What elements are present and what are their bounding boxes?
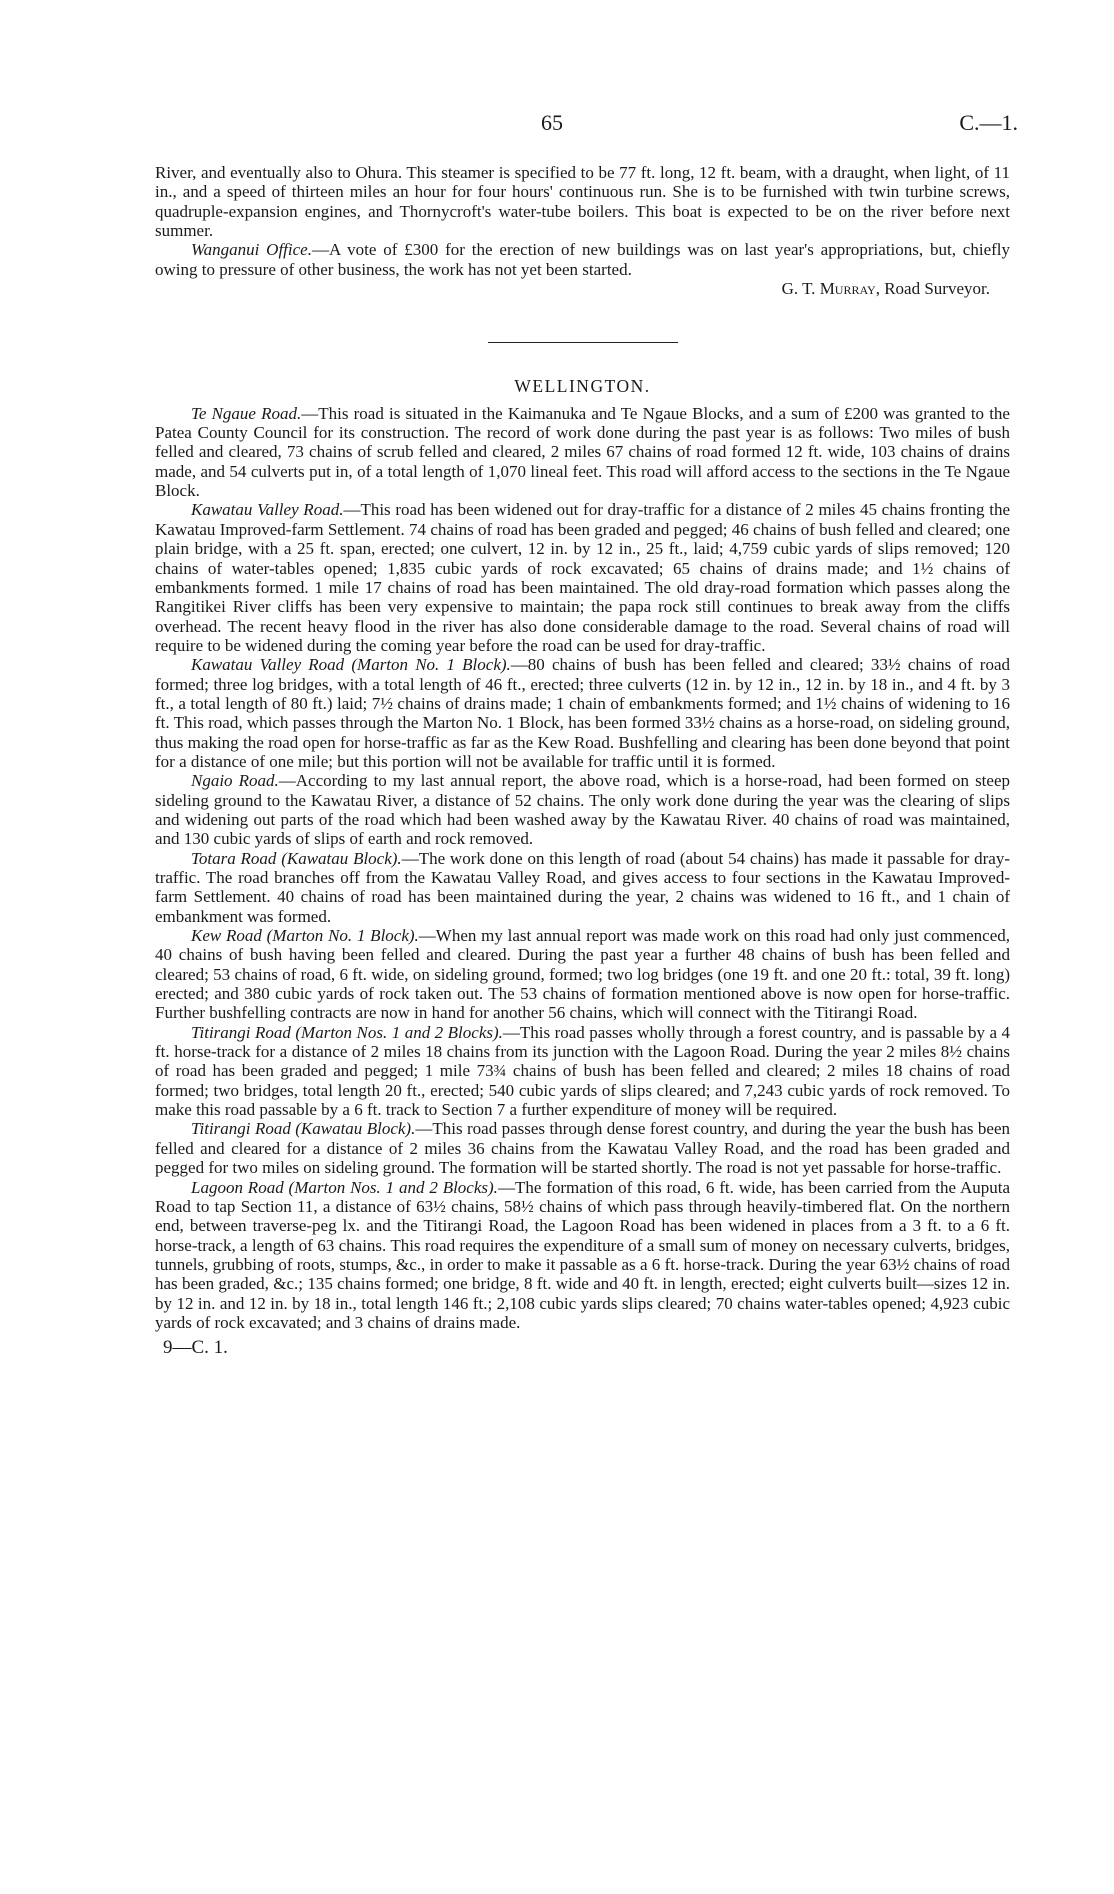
paragraph-ngaio-road xyxy=(155,771,1010,848)
paragraph-kawatau-valley-road-marton xyxy=(155,655,1010,771)
paragraph-lagoon-road xyxy=(155,1178,1010,1333)
paragraph-text: —According to my last annual report, the above road, which is a horse-road, had been formed on steep sideling ground to the Kawatau River, a distance of 52 chains. The only work done during the year was the clearing of slips and widening out parts of the road which had been washed away by the Kawatau River. 40 chains of road was maintained, and 130 cubic yards of slips of earth and rock removed. xyxy=(155,771,1010,849)
paragraph-text: —The work done on this length of road (about 54 chains) has made it passable for dray-traffic. The road branches off from the Kawatau Valley Road, and gives access to four sections in the Kawatau Improved-farm Settlement. 40 chains of road has been maintained during the year, 2 chains was widened to 16 ft., and 1 chain of embankment was formed. xyxy=(155,848,1010,926)
paragraph-text: —This road passes through dense forest country, and during the year the bush has been felled and cleared for a distance of 2 miles 36 chains from the Kawatau Valley Road, and the road has been graded and pegged for two miles on sideling ground. The formation will be started shortly. The road is not yet passable for horse-traffic. xyxy=(155,1119,1010,1178)
footer-signature-code: 9—C. 1. xyxy=(163,1337,228,1359)
paragraph-text: —This road has been widened out for dray-traffic for a distance of 2 miles 45 chains fronting the Kawatau Improved-farm Settlement. 74 chains of road has been graded and pegged; 46 chains of bush felled and cleared; one plain bridge, with a 25 ft. span, erected; one culvert, 12 in. by 12 in., 25 ft., laid; 4,759 cubic yards of slips removed; 120 chains of water-tables opened; 1,835 cubic yards of rock excavated; 65 chains of drains made; and 1½ chains of embankments formed. 1 mile 17 chains of road has been maintained. The old dray-road formation which passes along the Rangitikei River cliffs has been very expensive to maintain; the papa rock still continues to break away from the cliffs overhead. The recent heavy flood in the river has also done considerable damage to the road. Several chains of road will require to be widened during the coming year before the road can be used for dray-traffic. xyxy=(155,500,1010,655)
section-divider xyxy=(488,342,678,343)
paragraph-totara-road xyxy=(155,849,1010,926)
paragraph-kew-road xyxy=(155,926,1010,1023)
paragraph-heading: Titirangi Road (Marton Nos. 1 and 2 Blocks). xyxy=(191,1022,503,1042)
paragraph-text: —This road is situated in the Kaimanuka and Te Ngaue Blocks, and a sum of £200 was granted to the Patea County Council for its construction. The record of work done during the past year is as follows: Two miles of bush felled and cleared, 73 chains of scrub felled and cleared, 2 miles 67 chains of road formed 12 ft. wide, 103 chains of drains made, and 54 culverts put in, of a total length of 1,070 lineal feet. This road will afford access to the sections in the Te Ngaue Block. xyxy=(155,403,1010,501)
paragraph-te-ngaue-road xyxy=(155,404,1010,501)
signature-initials: G. T. xyxy=(781,279,816,299)
paragraph-heading: Totara Road (Kawatau Block). xyxy=(191,848,402,868)
paragraph-heading: Kew Road (Marton No. 1 Block). xyxy=(191,926,419,946)
paragraph-heading: Kawatau Valley Road (Marton No. 1 Block). xyxy=(191,655,511,675)
paragraph-text: —When my last annual report was made work on this road had only just commenced, 40 chains of bush having been felled and cleared. During the past year a further 48 chains of bush has been felled and cleared; 53 chains of road, 6 ft. wide, on sideling ground, formed; two log bridges (one 19 ft. and one 20 ft.: total, 39 ft. long) erected; and 380 cubic yards of rock taken out. The 53 chains of formation mentioned above is now open for horse-traffic. Further bushfelling contracts are now in hand for another 56 chains, which will connect with the Titirangi Road. xyxy=(155,926,1010,1023)
paragraph-text: —80 chains of bush has been felled and cleared; 33½ chains of road formed; three log bridges, with a total length of 46 ft., erected; three culverts (12 in. by 12 in., 12 in. by 18 in., and 4 ft. by 3 ft., a total length of 80 ft.) laid; 7½ chains of drains made; 1 chain of embankments formed; and 1½ chains of widening to 16 ft. This road, which passes through the Marton No. 1 Block, has been formed 33½ chains as a horse-road, on sideling ground, thus making the road open for horse-traffic as far as the Kew Road. Bushfelling and clearing has been done beyond that point for a distance of one mile; but this portion will not be available for traffic until it is formed. xyxy=(155,655,1010,771)
paragraph-text: —This road passes wholly through a forest country, and is passable by a 4 ft. horse-track for a distance of 2 miles 18 chains from its junction with the Lagoon Road. During the year 2 miles 8½ chains of road has been graded and pegged; 1 mile 73¾ chains of bush has been felled and cleared; 2 miles 18 chains of road formed; two bridges, total length 20 ft., erected; 540 cubic yards of slips cleared; and 7,243 cubic yards of rock removed. To make this road passable by a 6 ft. track to Section 7 a further expenditure of money will be required. xyxy=(155,1022,1011,1120)
office-text: —A vote of £300 for the erection of new buildings was on last year's appropriations, but, chiefly owing to pressure of other business, the work has not yet been started. xyxy=(155,240,1010,279)
office-paragraph xyxy=(155,240,1010,279)
paragraph-text: —The formation of this road, 6 ft. wide, has been carried from the Auputa Road to tap Section 11, a distance of 63½ chains, 58½ chains of which pass through heavily-timbered flat. On the northern end, between traverse-peg lx. and the Titirangi Road, the Lagoon Road has been widened in places from a 3 ft. to a 6 ft. horse-track, a length of 63 chains. This road requires the expenditure of a small sum of money on necessary culverts, bridges, tunnels, grubbing of roots, stumps, &c., in order to make it passable as a 6 ft. horse-track. During the year 63½ chains of road has been graded, &c.; 135 chains formed; one bridge, 8 ft. wide and 40 ft. in length, erected; eight culverts built—sizes 12 in. by 12 in. and 12 in. by 18 in., total length 146 ft.; 2,108 cubic yards slips cleared; 70 chains water-tables opened; 4,923 cubic yards of rock excavated; and 3 chains of drains made. xyxy=(155,1177,1010,1332)
document-code: C.—1. xyxy=(959,110,1018,135)
paragraph-heading: Te Ngaue Road. xyxy=(191,403,302,423)
paragraph-kawatau-valley-road xyxy=(155,500,1010,655)
paragraph-heading: Titirangi Road (Kawatau Block). xyxy=(191,1119,416,1139)
section-title: WELLINGTON. xyxy=(514,376,651,397)
signature xyxy=(155,279,1010,298)
paragraph-titirangi-road-marton xyxy=(155,1023,1010,1120)
page-number: 65 xyxy=(541,110,563,135)
continued-paragraph: River, and eventually also to Ohura. This steamer is specified to be 77 ft. long, 12 ft. beam, with a draught, when light, of 11 in., and a speed of thirteen miles an hour for four hours' continuous run. She is to be furnished with twin turbine screws, quadruple-expansion engines, and Thornycroft's water-tube boilers. This boat is expected to be on the river before next summer. xyxy=(155,163,1010,241)
body-text xyxy=(155,163,1010,1358)
paragraph-heading: Ngaio Road. xyxy=(191,771,279,791)
signature-surname: Murray xyxy=(819,279,876,299)
office-heading: Wanganui Office. xyxy=(191,240,312,260)
signature-title: , Road Surveyor. xyxy=(875,279,990,299)
page-header xyxy=(0,110,1114,140)
paragraph-heading: Kawatau Valley Road. xyxy=(191,500,344,520)
paragraph-heading: Lagoon Road (Marton Nos. 1 and 2 Blocks). xyxy=(191,1177,498,1197)
paragraph-titirangi-road-kawatau xyxy=(155,1119,1010,1177)
